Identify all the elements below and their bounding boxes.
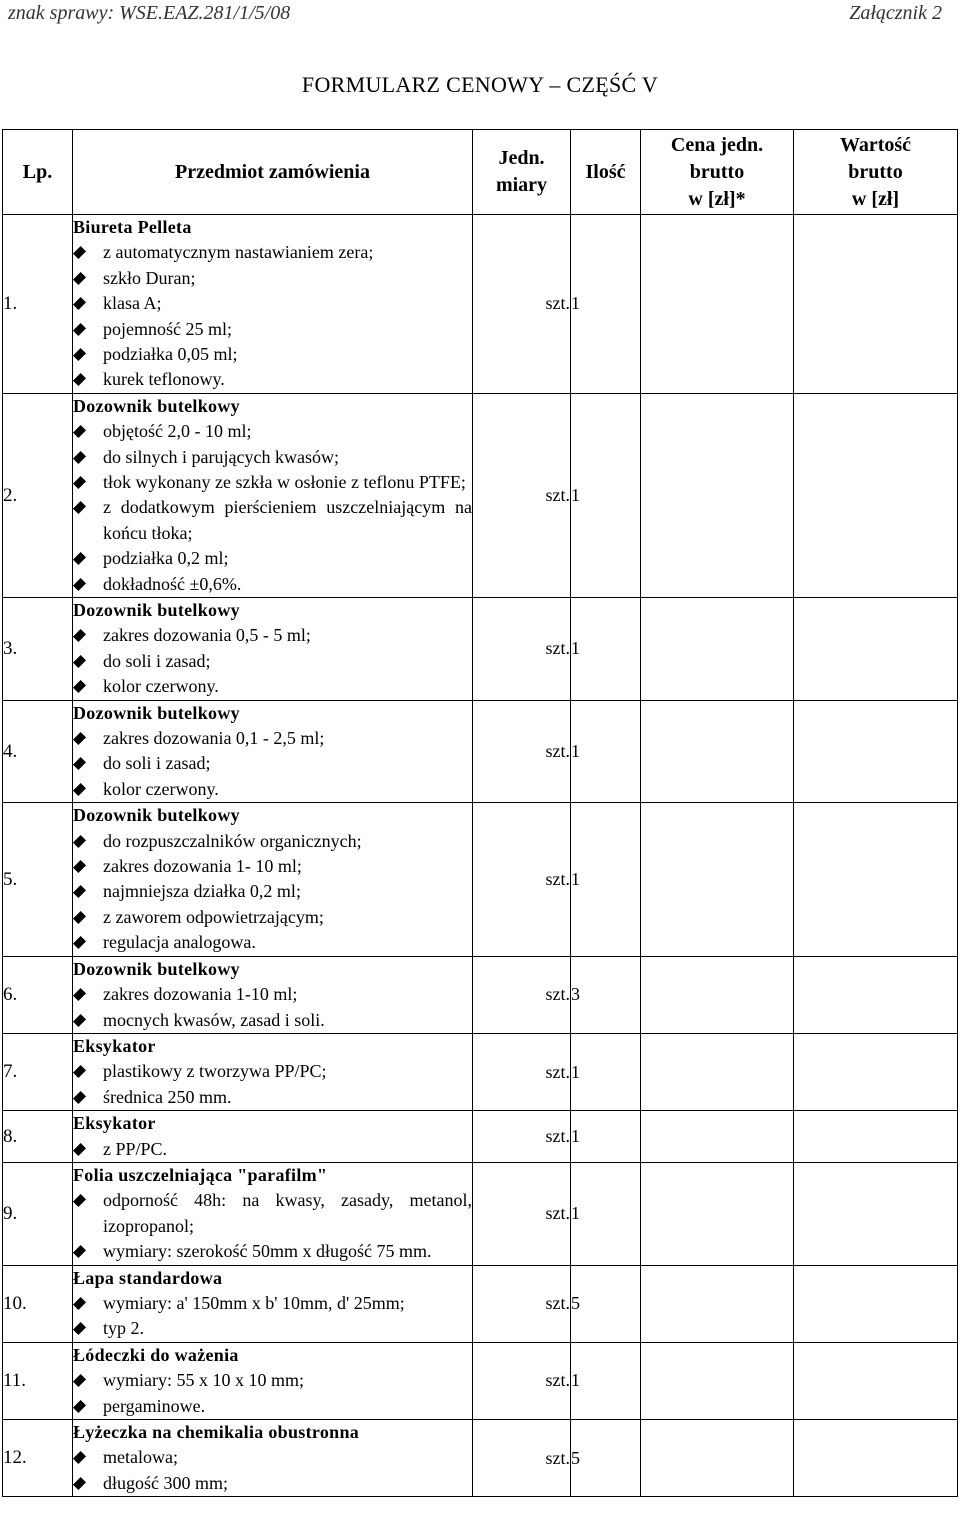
spec-list-item <box>73 649 472 674</box>
form-title-text: FORMULARZ CENOWY – CZĘŚĆ V <box>301 72 659 97</box>
item-description <box>73 1162 473 1265</box>
diamond-bullet-icon <box>73 680 86 693</box>
total-value-input-cell[interactable] <box>794 1033 958 1110</box>
spec-list-item <box>73 1239 472 1264</box>
diamond-bullet-icon <box>73 501 86 514</box>
item-title: Dozownik butelkowy <box>73 395 240 416</box>
spec-text: typ 2. <box>103 1318 145 1339</box>
row-number-text: 7. <box>3 1061 18 1083</box>
spec-text: klasa A; <box>103 293 162 314</box>
spec-text: szkło Duran; <box>103 267 196 288</box>
spec-text: wymiary: a' 150mm x b' 10mm, d' 25mm; <box>103 1292 405 1313</box>
header-unit-line2: miary <box>495 174 548 196</box>
item-spec-list <box>73 1059 472 1110</box>
unit-of-measure: szt. <box>473 1342 571 1419</box>
diamond-bullet-icon <box>73 936 86 949</box>
spec-text: do silnych i parujących kwasów; <box>103 446 339 467</box>
diamond-bullet-icon <box>73 757 86 770</box>
item-description <box>73 1419 473 1496</box>
total-value-input-cell[interactable] <box>794 393 958 597</box>
row-number-text: 4. <box>3 740 18 762</box>
total-value-input-cell[interactable] <box>794 1419 958 1496</box>
total-value-input-cell[interactable] <box>794 1111 958 1163</box>
unit-price-input-cell[interactable] <box>641 1033 794 1110</box>
spec-text: zakres dozowania 0,1 - 2,5 ml; <box>103 728 325 749</box>
spec-text: objętość 2,0 - 10 ml; <box>103 421 252 442</box>
diamond-bullet-icon <box>73 1065 86 1078</box>
row-number <box>3 700 73 803</box>
spec-list-item <box>73 930 472 955</box>
unit-price-input-cell[interactable] <box>641 700 794 803</box>
unit-price-input-cell[interactable] <box>641 803 794 956</box>
diamond-bullet-icon <box>73 323 86 336</box>
spec-list-item <box>73 726 472 751</box>
diamond-bullet-icon <box>73 578 86 591</box>
item-spec-list <box>73 1291 472 1342</box>
diamond-bullet-icon <box>73 1142 86 1155</box>
table-row <box>3 215 958 394</box>
quantity: 1 <box>571 1342 641 1419</box>
diamond-bullet-icon <box>73 1245 86 1258</box>
diamond-bullet-icon <box>73 451 86 464</box>
total-value-input-cell[interactable] <box>794 598 958 701</box>
item-title: Dozownik butelkowy <box>73 958 240 979</box>
unit-price-input-cell[interactable] <box>641 956 794 1033</box>
diamond-bullet-icon <box>73 732 86 745</box>
item-title: Dozownik butelkowy <box>73 805 240 826</box>
table-row <box>3 1342 958 1419</box>
row-number <box>3 1111 73 1163</box>
unit-of-measure: szt. <box>473 1111 571 1163</box>
item-description <box>73 700 473 803</box>
diamond-bullet-icon <box>73 1297 86 1310</box>
unit-price-input-cell[interactable] <box>641 1111 794 1163</box>
unit-price-input-cell[interactable] <box>641 1419 794 1496</box>
header-value-line3: w [zł] <box>851 187 900 210</box>
diamond-bullet-icon <box>73 246 86 259</box>
spec-list-item <box>73 777 472 802</box>
header-qty: Ilość <box>571 130 641 215</box>
spec-text: z PP/PC. <box>103 1138 168 1159</box>
spec-list-item <box>73 1085 472 1110</box>
unit-of-measure: szt. <box>473 598 571 701</box>
item-description <box>73 1033 473 1110</box>
table-row <box>3 393 958 597</box>
spec-list-item <box>73 905 472 930</box>
spec-text: metalowa; <box>103 1447 178 1468</box>
spec-list-item <box>73 1137 472 1162</box>
quantity: 1 <box>571 1033 641 1110</box>
spec-text: do soli i zasad; <box>103 753 211 774</box>
table-body <box>3 215 958 1497</box>
spec-list-item <box>73 1368 472 1393</box>
row-number <box>3 1033 73 1110</box>
spec-list-item <box>73 1059 472 1084</box>
spec-list-item <box>73 266 472 291</box>
total-value-input-cell[interactable] <box>794 956 958 1033</box>
row-number-text: 12. <box>3 1447 27 1469</box>
table-header-row <box>3 130 958 215</box>
spec-list-item <box>73 419 472 444</box>
diamond-bullet-icon <box>73 1374 86 1387</box>
item-title: Łapa standardowa <box>73 1267 223 1288</box>
header-unit-price <box>641 130 794 215</box>
header-total-value <box>794 130 958 215</box>
spec-list-item <box>73 1316 472 1341</box>
unit-of-measure: szt. <box>473 215 571 394</box>
spec-list-item <box>73 751 472 776</box>
quantity: 1 <box>571 1162 641 1265</box>
table-row <box>3 1162 958 1265</box>
spec-text: pojemność 25 ml; <box>103 318 232 339</box>
row-number <box>3 1419 73 1496</box>
spec-text: zakres dozowania 1- 10 ml; <box>103 856 302 877</box>
form-title <box>0 72 960 98</box>
item-title: Biureta Pelleta <box>73 217 192 237</box>
item-spec-list <box>73 1368 472 1419</box>
spec-list-item <box>73 1471 472 1496</box>
spec-list-item <box>73 317 472 342</box>
unit-of-measure: szt. <box>473 956 571 1033</box>
item-spec-list <box>73 829 472 956</box>
quantity: 1 <box>571 598 641 701</box>
attachment-label: Załącznik 2 <box>849 2 942 24</box>
item-title: Łódeczki do ważenia <box>73 1344 239 1365</box>
row-number-text: 11. <box>3 1370 27 1392</box>
unit-price-input-cell[interactable] <box>641 393 794 597</box>
spec-text: podziałka 0,2 ml; <box>103 548 229 569</box>
item-spec-list <box>73 240 472 392</box>
row-number <box>3 803 73 956</box>
diamond-bullet-icon <box>73 1451 86 1464</box>
row-number-text: 3. <box>3 638 18 660</box>
spec-list-item <box>73 470 472 495</box>
total-value-input-cell[interactable] <box>794 1162 958 1265</box>
spec-list-item <box>73 546 472 571</box>
table-row <box>3 1419 958 1496</box>
spec-list-item <box>73 674 472 699</box>
document-header <box>0 2 960 28</box>
unit-price-input-cell[interactable] <box>641 1265 794 1342</box>
spec-list-item <box>73 1291 472 1316</box>
spec-list-item <box>73 982 472 1007</box>
diamond-bullet-icon <box>73 629 86 642</box>
spec-text: do soli i zasad; <box>103 650 211 671</box>
diamond-bullet-icon <box>73 1399 86 1412</box>
table-row <box>3 956 958 1033</box>
spec-text: plastikowy z tworzywa PP/PC; <box>103 1061 327 1082</box>
spec-text: dokładność ±0,6%. <box>103 573 242 594</box>
spec-list-item <box>73 291 472 316</box>
unit-price-input-cell[interactable] <box>641 215 794 394</box>
spec-text: tłok wykonany ze szkła w osłonie z teflonu PTFE; <box>103 472 466 493</box>
spec-text: regulacja analogowa. <box>103 932 256 953</box>
case-reference: znak sprawy: WSE.EAZ.281/1/5/08 <box>8 2 291 24</box>
header-price-line2: brutto <box>689 160 745 183</box>
unit-of-measure: szt. <box>473 1265 571 1342</box>
quantity: 5 <box>571 1419 641 1496</box>
diamond-bullet-icon <box>73 552 86 565</box>
header-unit-line1: Jedn. <box>498 147 545 169</box>
table-row <box>3 1111 958 1163</box>
row-number-text: 10. <box>3 1292 27 1314</box>
diamond-bullet-icon <box>73 885 86 898</box>
spec-text: podziałka 0,05 ml; <box>103 344 238 365</box>
item-title: Eksykator <box>73 1035 156 1056</box>
table-row <box>3 1265 958 1342</box>
spec-list-item <box>73 1188 472 1239</box>
diamond-bullet-icon <box>73 783 86 796</box>
spec-text: długość 300 mm; <box>103 1472 228 1493</box>
total-value-input-cell[interactable] <box>794 215 958 394</box>
quantity: 1 <box>571 700 641 803</box>
diamond-bullet-icon <box>73 425 86 438</box>
unit-of-measure: szt. <box>473 1419 571 1496</box>
unit-price-input-cell[interactable] <box>641 1342 794 1419</box>
item-spec-list <box>73 1188 472 1264</box>
spec-list-item <box>73 495 472 546</box>
diamond-bullet-icon <box>73 272 86 285</box>
diamond-bullet-icon <box>73 348 86 361</box>
row-number <box>3 215 73 394</box>
diamond-bullet-icon <box>73 1322 86 1335</box>
spec-text: do rozpuszczalników organicznych; <box>103 830 362 851</box>
item-spec-list <box>73 1137 472 1162</box>
price-form-table <box>2 129 958 1497</box>
spec-text: z zaworem odpowietrzającym; <box>103 906 324 927</box>
item-description <box>73 956 473 1033</box>
diamond-bullet-icon <box>73 1013 86 1026</box>
quantity: 1 <box>571 215 641 394</box>
spec-text: mocnych kwasów, zasad i soli. <box>103 1009 325 1030</box>
header-value-line2: brutto <box>848 160 903 183</box>
total-value-input-cell[interactable] <box>794 803 958 956</box>
item-spec-list <box>73 419 472 597</box>
row-number-text: 9. <box>3 1203 18 1225</box>
item-description <box>73 393 473 597</box>
item-title: Dozownik butelkowy <box>73 702 240 723</box>
spec-list-item <box>73 445 472 470</box>
spec-text: z automatycznym nastawianiem zera; <box>103 242 374 263</box>
diamond-bullet-icon <box>73 297 86 310</box>
unit-price-input-cell[interactable] <box>641 1162 794 1265</box>
diamond-bullet-icon <box>73 835 86 848</box>
table-row <box>3 803 958 956</box>
header-unit <box>473 130 571 215</box>
item-description <box>73 1111 473 1163</box>
spec-list-item <box>73 854 472 879</box>
spec-text: wymiary: szerokość 50mm x długość 75 mm. <box>103 1241 432 1262</box>
diamond-bullet-icon <box>73 373 86 386</box>
unit-price-input-cell[interactable] <box>641 598 794 701</box>
diamond-bullet-icon <box>73 1194 86 1207</box>
spec-text: zakres dozowania 0,5 - 5 ml; <box>103 625 311 646</box>
quantity: 1 <box>571 393 641 597</box>
row-number <box>3 393 73 597</box>
spec-text: pergaminowe. <box>103 1395 206 1416</box>
table-row <box>3 598 958 701</box>
spec-list-item <box>73 240 472 265</box>
item-spec-list <box>73 982 472 1033</box>
spec-text: kolor czerwony. <box>103 778 219 799</box>
table-row <box>3 700 958 803</box>
diamond-bullet-icon <box>73 988 86 1001</box>
spec-text: zakres dozowania 1-10 ml; <box>103 984 298 1005</box>
item-title: Eksykator <box>73 1113 156 1134</box>
spec-list-item <box>73 367 472 392</box>
header-lp: Lp. <box>3 130 73 215</box>
spec-list-item <box>73 623 472 648</box>
diamond-bullet-icon <box>73 860 86 873</box>
spec-text: najmniejsza działka 0,2 ml; <box>103 881 301 902</box>
unit-of-measure: szt. <box>473 1162 571 1265</box>
spec-list-item <box>73 1445 472 1470</box>
row-number-text: 8. <box>3 1125 18 1147</box>
unit-of-measure: szt. <box>473 803 571 956</box>
item-description <box>73 215 473 394</box>
row-number <box>3 598 73 701</box>
diamond-bullet-icon <box>73 1091 86 1104</box>
unit-of-measure: szt. <box>473 1033 571 1110</box>
row-number <box>3 1342 73 1419</box>
row-number <box>3 1162 73 1265</box>
item-title: Łyżeczka na chemikalia obustronna <box>73 1421 360 1442</box>
spec-text: z dodatkowym pierścieniem uszczelniającym na końcu tłoka; <box>103 497 472 543</box>
quantity: 3 <box>571 956 641 1033</box>
total-value-input-cell[interactable] <box>794 1342 958 1419</box>
item-spec-list <box>73 726 472 802</box>
header-price-line1: Cena jedn. <box>670 133 764 156</box>
spec-list-item <box>73 342 472 367</box>
diamond-bullet-icon <box>73 1477 86 1490</box>
row-number <box>3 1265 73 1342</box>
quantity: 1 <box>571 803 641 956</box>
diamond-bullet-icon <box>73 911 86 924</box>
spec-text: średnica 250 mm. <box>103 1086 232 1107</box>
item-spec-list <box>73 1445 472 1496</box>
total-value-input-cell[interactable] <box>794 700 958 803</box>
spec-list-item <box>73 572 472 597</box>
row-number-text: 1. <box>3 293 18 315</box>
item-title: Dozownik butelkowy <box>73 600 240 621</box>
item-spec-list <box>73 623 472 699</box>
spec-list-item <box>73 1008 472 1033</box>
unit-of-measure: szt. <box>473 393 571 597</box>
spec-list-item <box>73 829 472 854</box>
spec-list-item <box>73 879 472 904</box>
item-description <box>73 1265 473 1342</box>
spec-text: odporność 48h: na kwasy, zasady, metanol, izopropanol; <box>103 1190 472 1236</box>
diamond-bullet-icon <box>73 655 86 668</box>
total-value-input-cell[interactable] <box>794 1265 958 1342</box>
header-item: Przedmiot zamówienia <box>73 130 473 215</box>
spec-list-item <box>73 1394 472 1419</box>
spec-text: wymiary: 55 x 10 x 10 mm; <box>103 1370 304 1391</box>
row-number-text: 5. <box>3 868 18 890</box>
unit-of-measure: szt. <box>473 700 571 803</box>
table-row <box>3 1033 958 1110</box>
header-value-line1: Wartość <box>839 133 912 156</box>
item-description <box>73 1342 473 1419</box>
spec-text: kurek teflonowy. <box>103 369 225 390</box>
row-number-text: 6. <box>3 984 18 1006</box>
header-price-line3: w [zł]* <box>688 187 746 210</box>
row-number-text: 2. <box>3 484 18 506</box>
item-description <box>73 803 473 956</box>
diamond-bullet-icon <box>73 476 86 489</box>
item-description <box>73 598 473 701</box>
quantity: 1 <box>571 1111 641 1163</box>
spec-text: kolor czerwony. <box>103 676 219 697</box>
row-number <box>3 956 73 1033</box>
item-title: Folia uszczelniająca "parafilm" <box>73 1164 328 1185</box>
quantity: 5 <box>571 1265 641 1342</box>
